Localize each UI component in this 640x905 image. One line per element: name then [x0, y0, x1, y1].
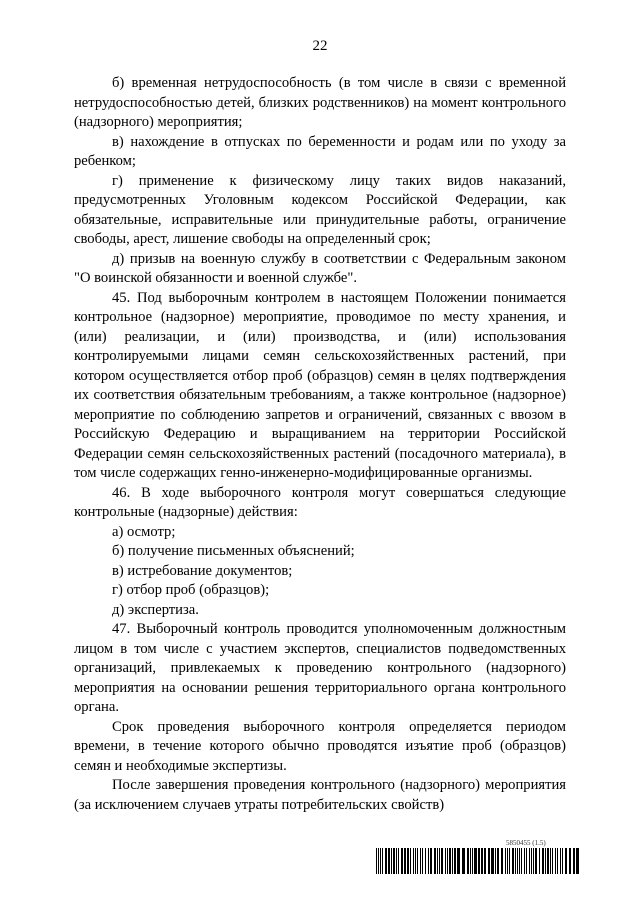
paragraph-item-v-leave: в) нахождение в отпусках по беременности и родам или по уходу за ребенком;	[74, 133, 566, 169]
paragraph-clause-45: 45. Под выборочным контролем в настоящем Положении понимается контрольное (надзорное) мероприятие, проводимое по месту хранения, и (или) реализации, и (или) производства, и (или) использования контролируемыми лицами семян сельскохозяйственных растений, при котором осуществляется отбор проб (образцов) семян в целях подтверждения их соответствия обязательным требованиям, а также контрольное (надзорное) мероприятие по соблюдению запретов и ограничений, связанных с ввозом в Российскую Федерацию и выращиванием на территории Российской Федерации семян сельскохозяйственных растений (посадочного материала), в том числе содержащих генно-инженерно-модифицированные организмы.	[74, 289, 566, 481]
page-number: 22	[312, 38, 328, 54]
list-item-explanations: б) получение письменных объяснений;	[112, 543, 355, 559]
list-item-inspection: а) осмотр;	[112, 523, 176, 540]
document-body	[74, 74, 566, 815]
document-code: 5850455 (1.5)	[506, 839, 546, 847]
paragraph-item-g-punishment: г) применение к физическому лицу таких видов наказаний, предусмотренных Уголовным кодексом Российской Федерации, как обязательные, исправительные или принудительные работы, ограничение свободы, арест, лишение свободы на определенный срок;	[74, 172, 566, 247]
list-item-sampling: г) отбор проб (образцов);	[112, 582, 270, 598]
paragraph-clause-46: 46. В ходе выборочного контроля могут совершаться следующие контрольные (надзорные) действия:	[74, 484, 566, 520]
paragraph-item-d-conscription: д) призыв на военную службу в соответствии с Федеральным законом "О воинской обязанности и военной службе".	[74, 250, 566, 286]
list-item-documents: в) истребование документов;	[112, 562, 293, 579]
list-item-expertise: д) экспертиза.	[112, 601, 199, 618]
paragraph-after-completion: После завершения проведения контрольного (надзорного) мероприятия (за исключением случаев утраты потребительских свойств)	[74, 777, 566, 813]
paragraph-clause-47: 47. Выборочный контроль проводится уполномоченным должностным лицом в том числе с участием экспертов, специалистов подведомственных организаций, привлекаемых к проведению контрольного (надзорного) мероприятия на основании решения территориального органа контрольного органа.	[74, 621, 566, 715]
barcode	[376, 848, 582, 874]
paragraph-duration: Срок проведения выборочного контроля определяется периодом времени, в течение которого обычно проводятся изъятие проб (образцов) семян и необходимые экспертизы.	[74, 718, 566, 774]
paragraph-item-b-disability: б) временная нетрудоспособность (в том числе в связи с временной нетрудоспособностью детей, близких родственников) на момент контрольного (надзорного) мероприятия;	[74, 75, 566, 130]
